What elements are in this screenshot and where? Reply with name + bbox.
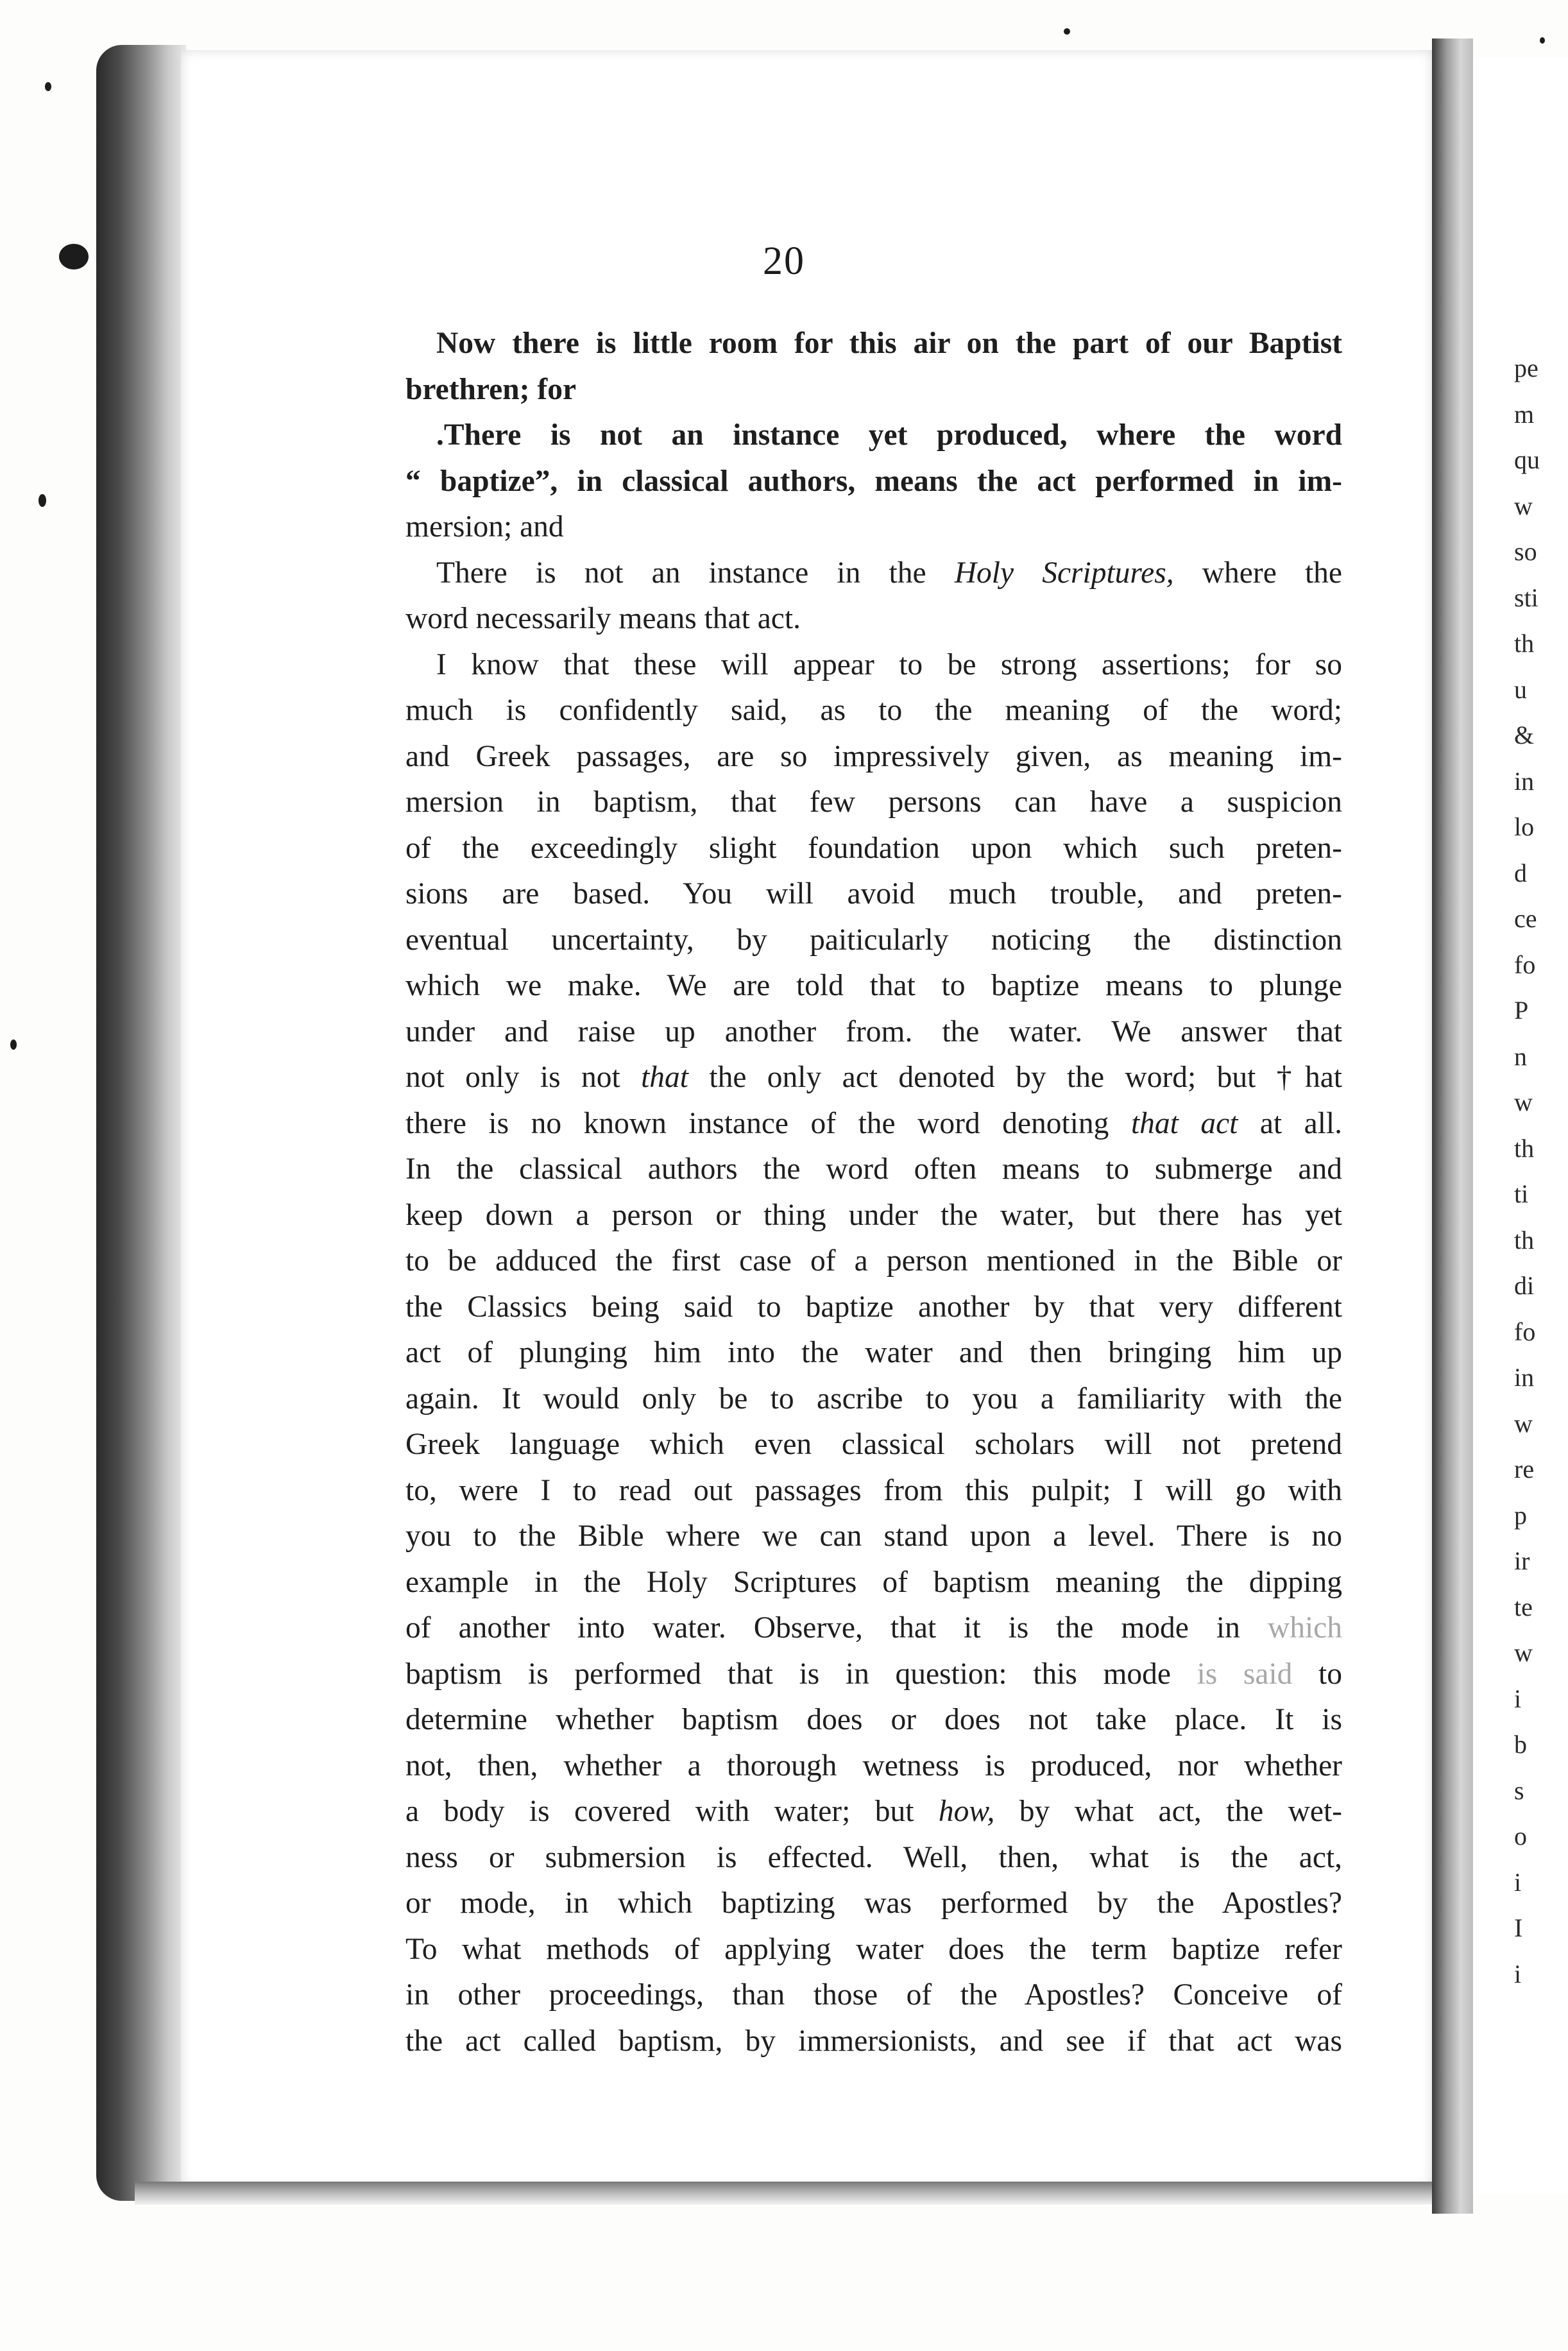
adjacent-page-text: i: [1514, 1867, 1522, 1897]
text-segment: sions are based. You will avoid much trouble, and preten-: [405, 877, 1342, 910]
text-segment: the only act denoted by the word; but †hat: [688, 1061, 1342, 1094]
text-line: [405, 459, 1342, 505]
text-segment: there is no known instance of the word denoting: [405, 1106, 1131, 1140]
text-segment: Greek language which even classical scholars will not pretend: [405, 1428, 1342, 1461]
text-line: [405, 1376, 1342, 1423]
text-segment: There is not an instance in the: [436, 556, 955, 590]
adjacent-page-text: th: [1514, 1133, 1535, 1163]
adjacent-page-text: u: [1514, 674, 1527, 704]
text-segment: again. It would only be to ascribe to you a familiarity with the: [405, 1381, 1342, 1415]
adjacent-page-text: fo: [1514, 950, 1536, 979]
scan-speck: [38, 494, 46, 507]
faded-text: which: [1267, 1611, 1342, 1645]
italic-text: how,: [938, 1795, 995, 1828]
text-segment: by what act, the wet-: [994, 1795, 1342, 1828]
text-line: [405, 1743, 1342, 1790]
adjacent-page-text: w: [1514, 1088, 1533, 1116]
scan-speck: [1540, 37, 1545, 44]
text-line: [405, 1652, 1342, 1698]
text-segment: I know that these will appear to be strong assertions; for so: [436, 647, 1342, 681]
text-line: [405, 2019, 1342, 2065]
text-line: [405, 780, 1342, 826]
adjacent-page-text: &: [1514, 721, 1535, 749]
text-segment: to, were I to read out passages from this pulpit; I will go with: [405, 1473, 1342, 1507]
adjacent-page-text: di: [1514, 1271, 1535, 1300]
text-line: [405, 734, 1342, 780]
text-segment: to be adduced the first case of a person mentioned in the Bible or: [405, 1244, 1342, 1278]
adjacent-page-text: I: [1514, 1913, 1523, 1942]
text-line: [405, 413, 1342, 459]
text-segment: “ baptize”, in classical authors, means the act performed in im-: [405, 464, 1342, 498]
adjacent-page-text: lo: [1514, 812, 1535, 841]
adjacent-page-text: n: [1514, 1041, 1527, 1071]
text-segment: word necessarily means that act.: [405, 602, 801, 635]
text-segment: you to the Bible where we can stand upon a level. There is no: [405, 1519, 1342, 1553]
text-segment: eventual uncertainty, by paiticularly noticing the distinction: [405, 923, 1342, 957]
text-line: [405, 1468, 1342, 1514]
text-line: [405, 1055, 1342, 1101]
text-line: [405, 1285, 1342, 1331]
text-segment: not, then, whether a thorough wetness is produced, nor whether: [405, 1748, 1342, 1782]
adjacent-page-text: s: [1514, 1775, 1524, 1805]
text-segment: keep down a person or thing under the water, but there has yet: [405, 1198, 1342, 1232]
adjacent-page-text: fo: [1514, 1317, 1536, 1346]
text-segment: of another into water. Observe, that it is the mode in: [405, 1611, 1268, 1645]
text-segment: Now there is little room for this air on the part of our Baptist: [436, 327, 1342, 360]
text-line: [405, 918, 1342, 964]
text-line: [405, 1927, 1342, 1973]
text-segment: not only is not: [405, 1061, 642, 1094]
text-line: [405, 596, 1342, 642]
scan-speck: [45, 82, 51, 91]
text-segment: and Greek passages, are so impressively given, as meaning im-: [405, 739, 1342, 773]
text-segment: ness or submersion is effected. Well, then, what is the act,: [405, 1840, 1342, 1874]
text-segment: a body is covered with water; but: [405, 1795, 939, 1828]
text-line: [405, 1330, 1342, 1376]
text-segment: act of plunging him into the water and then bringing him up: [405, 1336, 1342, 1369]
book-binding-left: [96, 45, 186, 2201]
text-segment: example in the Holy Scriptures of baptism meaning the dipping: [405, 1565, 1342, 1599]
adjacent-page-text: ce: [1514, 904, 1537, 933]
text-line: [405, 321, 1342, 367]
text-segment: which we make. We are told that to baptize means to plunge: [405, 969, 1342, 1002]
text-segment: of the exceedingly slight foundation upon which such preten-: [405, 831, 1342, 865]
text-segment: to: [1292, 1657, 1342, 1691]
text-line: [405, 963, 1342, 1009]
text-segment: determine whether baptism does or does not take place. It is: [405, 1703, 1342, 1736]
text-line: [405, 1835, 1342, 1881]
text-line: [405, 1238, 1342, 1285]
scan-speck: [10, 1039, 17, 1050]
text-segment: or mode, in which baptizing was performed by the Apostles?: [405, 1886, 1342, 1920]
text-segment: at all.: [1238, 1106, 1342, 1140]
adjacent-page-text: so: [1514, 537, 1537, 566]
page-edge-bottom: [135, 2182, 1437, 2205]
adjacent-page-text: w: [1514, 1638, 1533, 1667]
text-segment: where the: [1173, 556, 1342, 590]
text-segment: the act called baptism, by immersionists, and see if that act was: [405, 2024, 1342, 2058]
adjacent-page-text: pe: [1514, 354, 1538, 382]
text-segment: brethren; for: [405, 372, 577, 406]
text-line: [405, 642, 1342, 688]
text-line: [405, 1009, 1342, 1056]
faded-text: is said: [1197, 1657, 1293, 1691]
text-line: [405, 1560, 1342, 1606]
text-segment: mersion; and: [405, 510, 564, 543]
adjacent-page-text: qu: [1514, 445, 1540, 474]
text-line: [405, 688, 1342, 734]
text-line: [405, 504, 1342, 551]
text-line: [405, 1972, 1342, 2019]
text-segment: under and raise up another from. the water. We answer that: [405, 1014, 1342, 1048]
adjacent-page-text: w: [1514, 491, 1533, 520]
adjacent-page-fragment: [1473, 58, 1568, 2194]
adjacent-page-text: te: [1514, 1592, 1533, 1621]
text-segment: To what methods of applying water does the term baptize refer: [405, 1932, 1342, 1966]
text-segment: in other proceedings, than those of the Apostles? Conceive of: [405, 1978, 1342, 2012]
adjacent-page-text: o: [1514, 1822, 1527, 1851]
adjacent-page-text: i: [1514, 1959, 1522, 1988]
adjacent-page-text: re: [1514, 1455, 1535, 1483]
italic-text: Holy Scriptures,: [954, 556, 1174, 590]
text-line: [405, 1193, 1342, 1239]
adjacent-page-text: p: [1514, 1500, 1527, 1530]
adjacent-page-text: th: [1514, 629, 1535, 658]
text-line: [405, 1422, 1342, 1468]
text-line: [405, 1514, 1342, 1560]
text-line: [405, 1147, 1342, 1193]
text-line: [405, 826, 1342, 872]
adjacent-page-text: w: [1514, 1408, 1533, 1438]
scan-speck: [1064, 28, 1070, 35]
text-segment: mersion in baptism, that few persons can have a suspicion: [405, 785, 1342, 819]
adjacent-page-text: d: [1514, 858, 1527, 887]
text-line: [405, 1101, 1342, 1147]
italic-text: that act: [1130, 1106, 1238, 1140]
text-line: [405, 871, 1342, 918]
adjacent-page-text: in: [1514, 766, 1535, 796]
text-segment: baptism is performed that is in question: this mode: [405, 1657, 1197, 1691]
text-line: [405, 1697, 1342, 1743]
text-line: [405, 1881, 1342, 1927]
adjacent-page-text: m: [1514, 399, 1535, 429]
text-segment: much is confidently said, as to the meaning of the word;: [405, 694, 1342, 727]
text-line: [405, 551, 1342, 597]
book-gutter: [1432, 38, 1473, 2214]
text-line: [405, 1789, 1342, 1835]
italic-text: that: [641, 1061, 688, 1094]
body-text: [405, 321, 1342, 2064]
adjacent-page-text: P: [1514, 996, 1529, 1025]
adjacent-page-text: in: [1514, 1363, 1535, 1392]
text-line: [405, 367, 1342, 413]
text-segment: In the classical authors the word often means to submerge and: [405, 1152, 1342, 1186]
page-number: 20: [763, 239, 805, 283]
text-segment: the Classics being said to baptize another by that very different: [405, 1290, 1342, 1324]
adjacent-page-text: ti: [1514, 1179, 1529, 1208]
adjacent-page-text: b: [1514, 1730, 1527, 1759]
adjacent-page-text: sti: [1514, 583, 1538, 612]
text-segment: .There is not an instance yet produced, where the word: [436, 418, 1342, 452]
adjacent-page-text: th: [1514, 1225, 1535, 1254]
adjacent-page-text: i: [1514, 1684, 1522, 1713]
adjacent-page-text: ir: [1514, 1546, 1530, 1575]
text-line: [405, 1605, 1342, 1652]
